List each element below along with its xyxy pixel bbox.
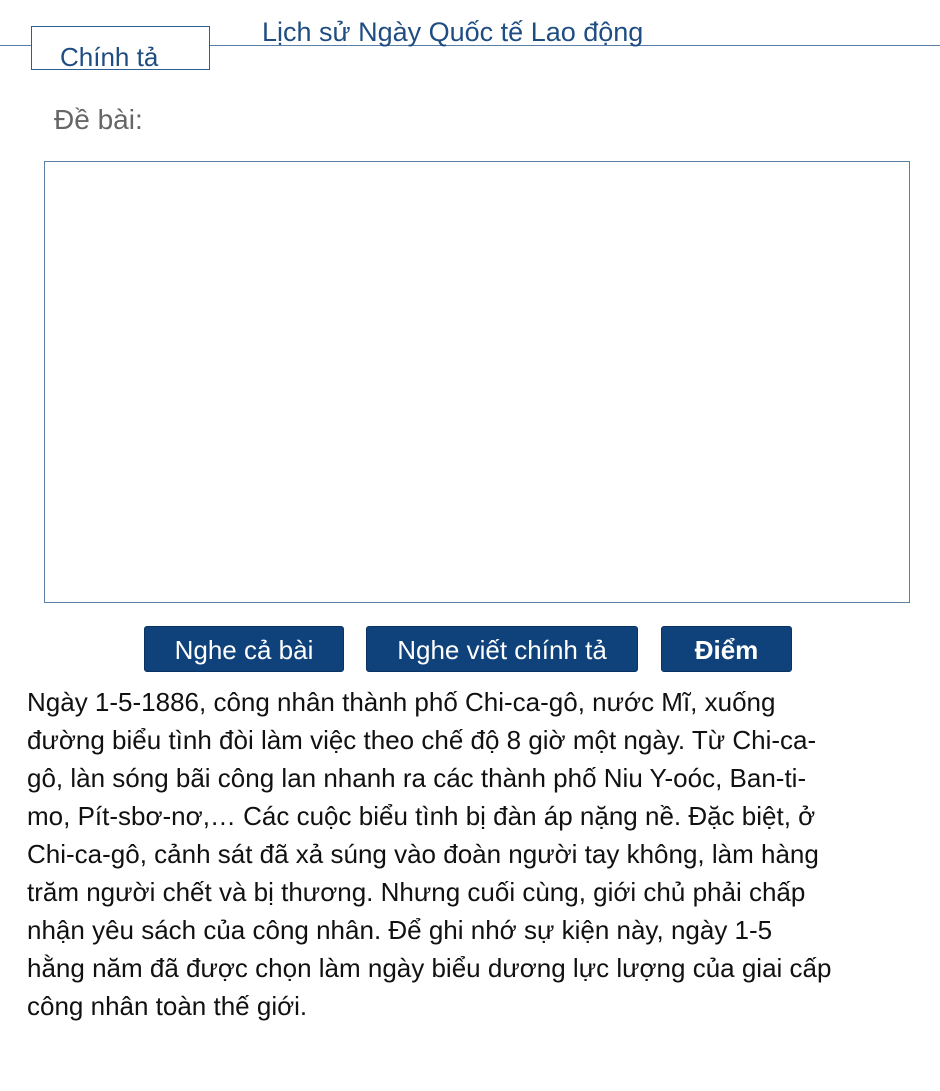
passage-line: Ngày 1-5-1886, công nhân thành phố Chi-ca-gô, nước Mĩ, xuống bbox=[27, 687, 776, 717]
passage-line: gô, làn sóng bãi công lan nhanh ra các thành phố Niu Y-oóc, Ban-ti- bbox=[27, 763, 807, 793]
listen-all-button[interactable]: Nghe cả bài bbox=[144, 626, 344, 672]
prompt-label: Đề bài: bbox=[54, 104, 143, 135]
passage-line: công nhân toàn thế giới. bbox=[27, 991, 308, 1021]
passage-line: nhận yêu sách của công nhân. Để ghi nhớ sự kiện này, ngày 1-5 bbox=[27, 915, 773, 945]
passage-text bbox=[27, 683, 907, 1025]
score-button[interactable]: Điểm bbox=[661, 626, 792, 672]
passage-line: trăm người chết và bị thương. Nhưng cuối cùng, giới chủ phải chấp bbox=[27, 877, 806, 907]
lesson-title: Lịch sử Ngày Quốc tế Lao động bbox=[262, 17, 644, 47]
answer-textarea[interactable] bbox=[44, 161, 910, 603]
tab-label: Chính tả bbox=[60, 42, 159, 72]
passage-line: hằng năm đã được chọn làm ngày biểu dương lực lượng của giai cấp bbox=[27, 953, 832, 983]
passage-line: mo, Pít-sbơ-nơ,… Các cuộc biểu tình bị đàn áp nặng nề. Đặc biệt, ở bbox=[27, 801, 816, 831]
passage-line: Chi-ca-gô, cảnh sát đã xả súng vào đoàn người tay không, làm hàng bbox=[27, 839, 819, 869]
listen-dictation-button[interactable]: Nghe viết chính tả bbox=[366, 626, 638, 672]
passage-line: đường biểu tình đòi làm việc theo chế độ 8 giờ một ngày. Từ Chi-ca- bbox=[27, 725, 817, 755]
